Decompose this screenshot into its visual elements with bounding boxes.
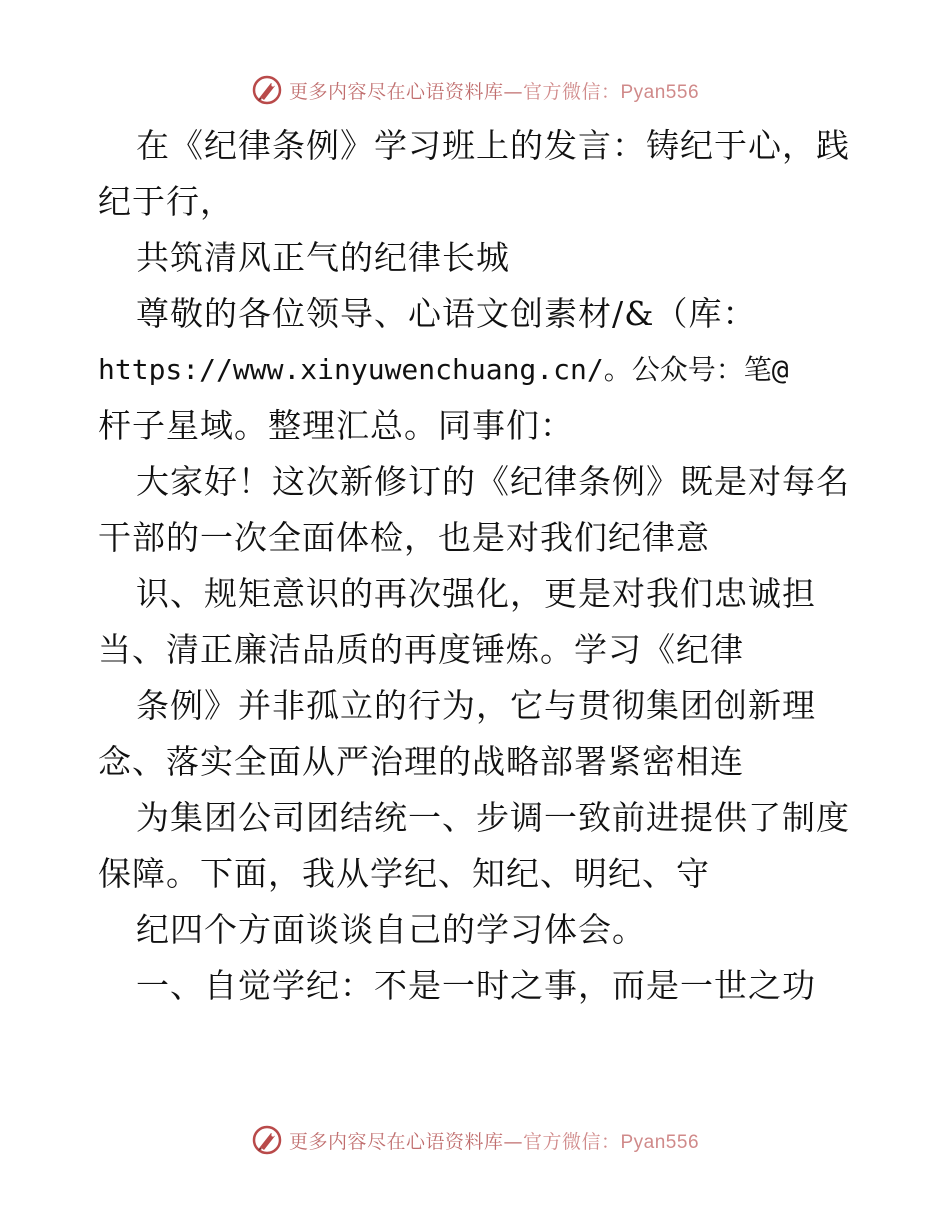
doc-line-11: 条例》并非孤立的行为，它与贯彻集团创新理 xyxy=(136,686,816,725)
pen-logo-icon xyxy=(251,1124,283,1156)
doc-line-3: 共筑清风正气的纪律长城 xyxy=(136,238,510,277)
header-banner xyxy=(0,70,950,110)
doc-line-14: 保障。下面，我从学纪、知纪、明纪、守 xyxy=(98,854,710,893)
doc-line-1: 在《纪律条例》学习班上的发言：铸纪于心，践 xyxy=(136,126,850,165)
doc-line-10: 当、清正廉洁品质的再度锤炼。学习《纪律 xyxy=(98,630,744,669)
header-dash: — xyxy=(503,80,523,103)
footer-banner xyxy=(0,1120,950,1160)
doc-line-15: 纪四个方面谈谈自己的学习体会。 xyxy=(136,910,646,949)
doc-line-8: 干部的一次全面体检，也是对我们纪律意 xyxy=(98,518,710,557)
header-wechat-label: 官方微信： xyxy=(522,80,621,103)
pen-logo-icon xyxy=(251,74,283,106)
footer-site-name: 更多内容尽在心语资料库 xyxy=(288,1130,504,1153)
doc-line-9: 识、规矩意识的再次强化，更是对我们忠诚担 xyxy=(136,574,816,613)
footer-wechat-label: 官方微信： xyxy=(522,1130,621,1153)
doc-line-12: 念、落实全面从严治理的战略部署紧密相连 xyxy=(98,742,744,781)
document-body xyxy=(98,118,858,1014)
doc-line-16: 一、自觉学纪：不是一时之事，而是一世之功 xyxy=(136,966,816,1005)
doc-line-13: 为集团公司团结统一、步调一致前进提供了制度 xyxy=(136,798,850,837)
doc-line-5: https://www.xinyuwenchuang.cn/。公众号：笔@ xyxy=(98,353,789,386)
header-site-name: 更多内容尽在心语资料库 xyxy=(288,80,504,103)
doc-line-4: 尊敬的各位领导、心语文创素材/&（库： xyxy=(136,294,757,333)
header-wechat-id: Pyan556 xyxy=(620,81,700,103)
doc-line-7: 大家好！这次新修订的《纪律条例》既是对每名 xyxy=(136,462,850,501)
doc-line-2: 纪于行， xyxy=(98,182,234,221)
footer-dash: — xyxy=(503,1130,523,1153)
header-banner-text xyxy=(289,77,699,104)
doc-line-6: 杆子星域。整理汇总。同事们： xyxy=(98,406,574,445)
footer-wechat-id: Pyan556 xyxy=(620,1131,700,1153)
footer-banner-text xyxy=(289,1127,699,1154)
